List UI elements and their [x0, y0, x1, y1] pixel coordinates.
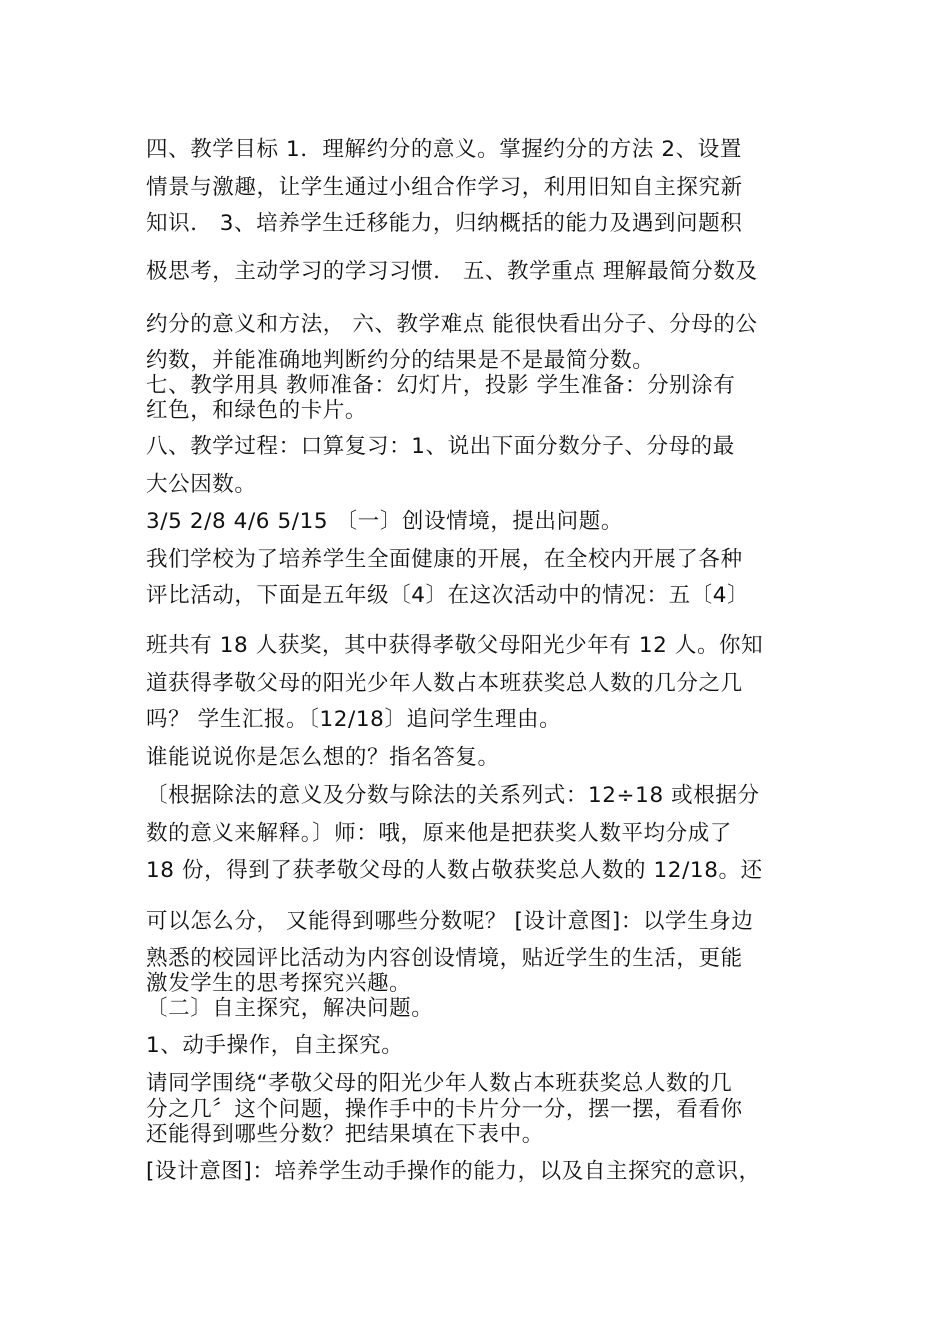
text-line: 我们学校为了培养学生全面健康的开展，在全校内开展了各种: [146, 547, 743, 572]
text-line: 班共有 18 人获奖，其中获得孝敬父母阳光少年有 12 人。你知: [146, 633, 764, 658]
text-line: 七、教学用具 教师准备：幻灯片，投影 学生准备：分别涂有: [146, 373, 736, 398]
text-line: 〔二〕自主探究，解决问题。: [146, 996, 434, 1021]
text-line: 激发学生的思考探究兴趣。: [146, 971, 412, 996]
text-line: [设计意图]：培养学生动手操作的能力，以及自主探究的意识，: [146, 1159, 761, 1184]
text-line: 约数，并能准确地判断约分的结果是不是最简分数。: [146, 348, 655, 373]
text-line: 极思考，主动学习的学习习惯． 五、教学重点 理解最简分数及: [146, 259, 758, 284]
text-line: 1、动手操作，自主探究。: [146, 1033, 404, 1058]
text-line: 大公因数。: [146, 472, 257, 497]
text-line: 可以怎么分， 又能得到哪些分数呢？ [设计意图]：以学生身边: [146, 909, 754, 934]
text-line: 知识． 3、培养学生迁移能力，归纳概括的能力及遇到问题积: [146, 211, 743, 236]
text-line: 3/5 2/8 4/6 5/15 〔一〕创设情境，提出问题。: [146, 509, 623, 534]
text-line: 四、教学目标 1．理解约分的意义。掌握约分的方法 2、设置: [146, 137, 742, 162]
text-line: 八、教学过程：口算复习：1、说出下面分数分子、分母的最: [146, 434, 735, 459]
text-line: 评比活动，下面是五年级〔4〕在这次活动中的情况：五〔4〕: [146, 583, 750, 608]
text-line: 吗？ 学生汇报。〔12/18〕追问学生理由。: [146, 707, 562, 732]
text-line: 熟悉的校园评比活动为内容创设情境，贴近学生的生活，更能: [146, 946, 743, 971]
text-line: 红色，和绿色的卡片。: [146, 398, 368, 423]
text-line: 道获得孝敬父母的阳光少年人数占本班获奖总人数的几分之几: [146, 671, 743, 696]
text-line: 分之几〞这个问题，操作手中的卡片分一分，摆一摆，看看你: [146, 1097, 743, 1122]
text-line: 约分的意义和方法， 六、教学难点 能很快看出分子、分母的公: [146, 312, 758, 337]
text-line: 谁能说说你是怎么想的？指名答复。: [146, 745, 500, 770]
text-line: 还能得到哪些分数？把结果填在下表中。: [146, 1122, 544, 1147]
text-line: 请同学围绕“孝敬父母的阳光少年人数占本班获奖总人数的几: [146, 1071, 733, 1096]
text-line: 18 份，得到了获孝敬父母的人数占敬获奖总人数的 12/18。还: [146, 858, 763, 883]
text-line: 数的意义来解释。〕师：哦，原来他是把获奖人数平均分成了: [146, 821, 732, 846]
text-line: 〔根据除法的意义及分数与除法的关系列式：12÷18 或根据分: [146, 783, 760, 808]
text-line: 情景与激趣，让学生通过小组合作学习，利用旧知自主探究新: [146, 175, 743, 200]
